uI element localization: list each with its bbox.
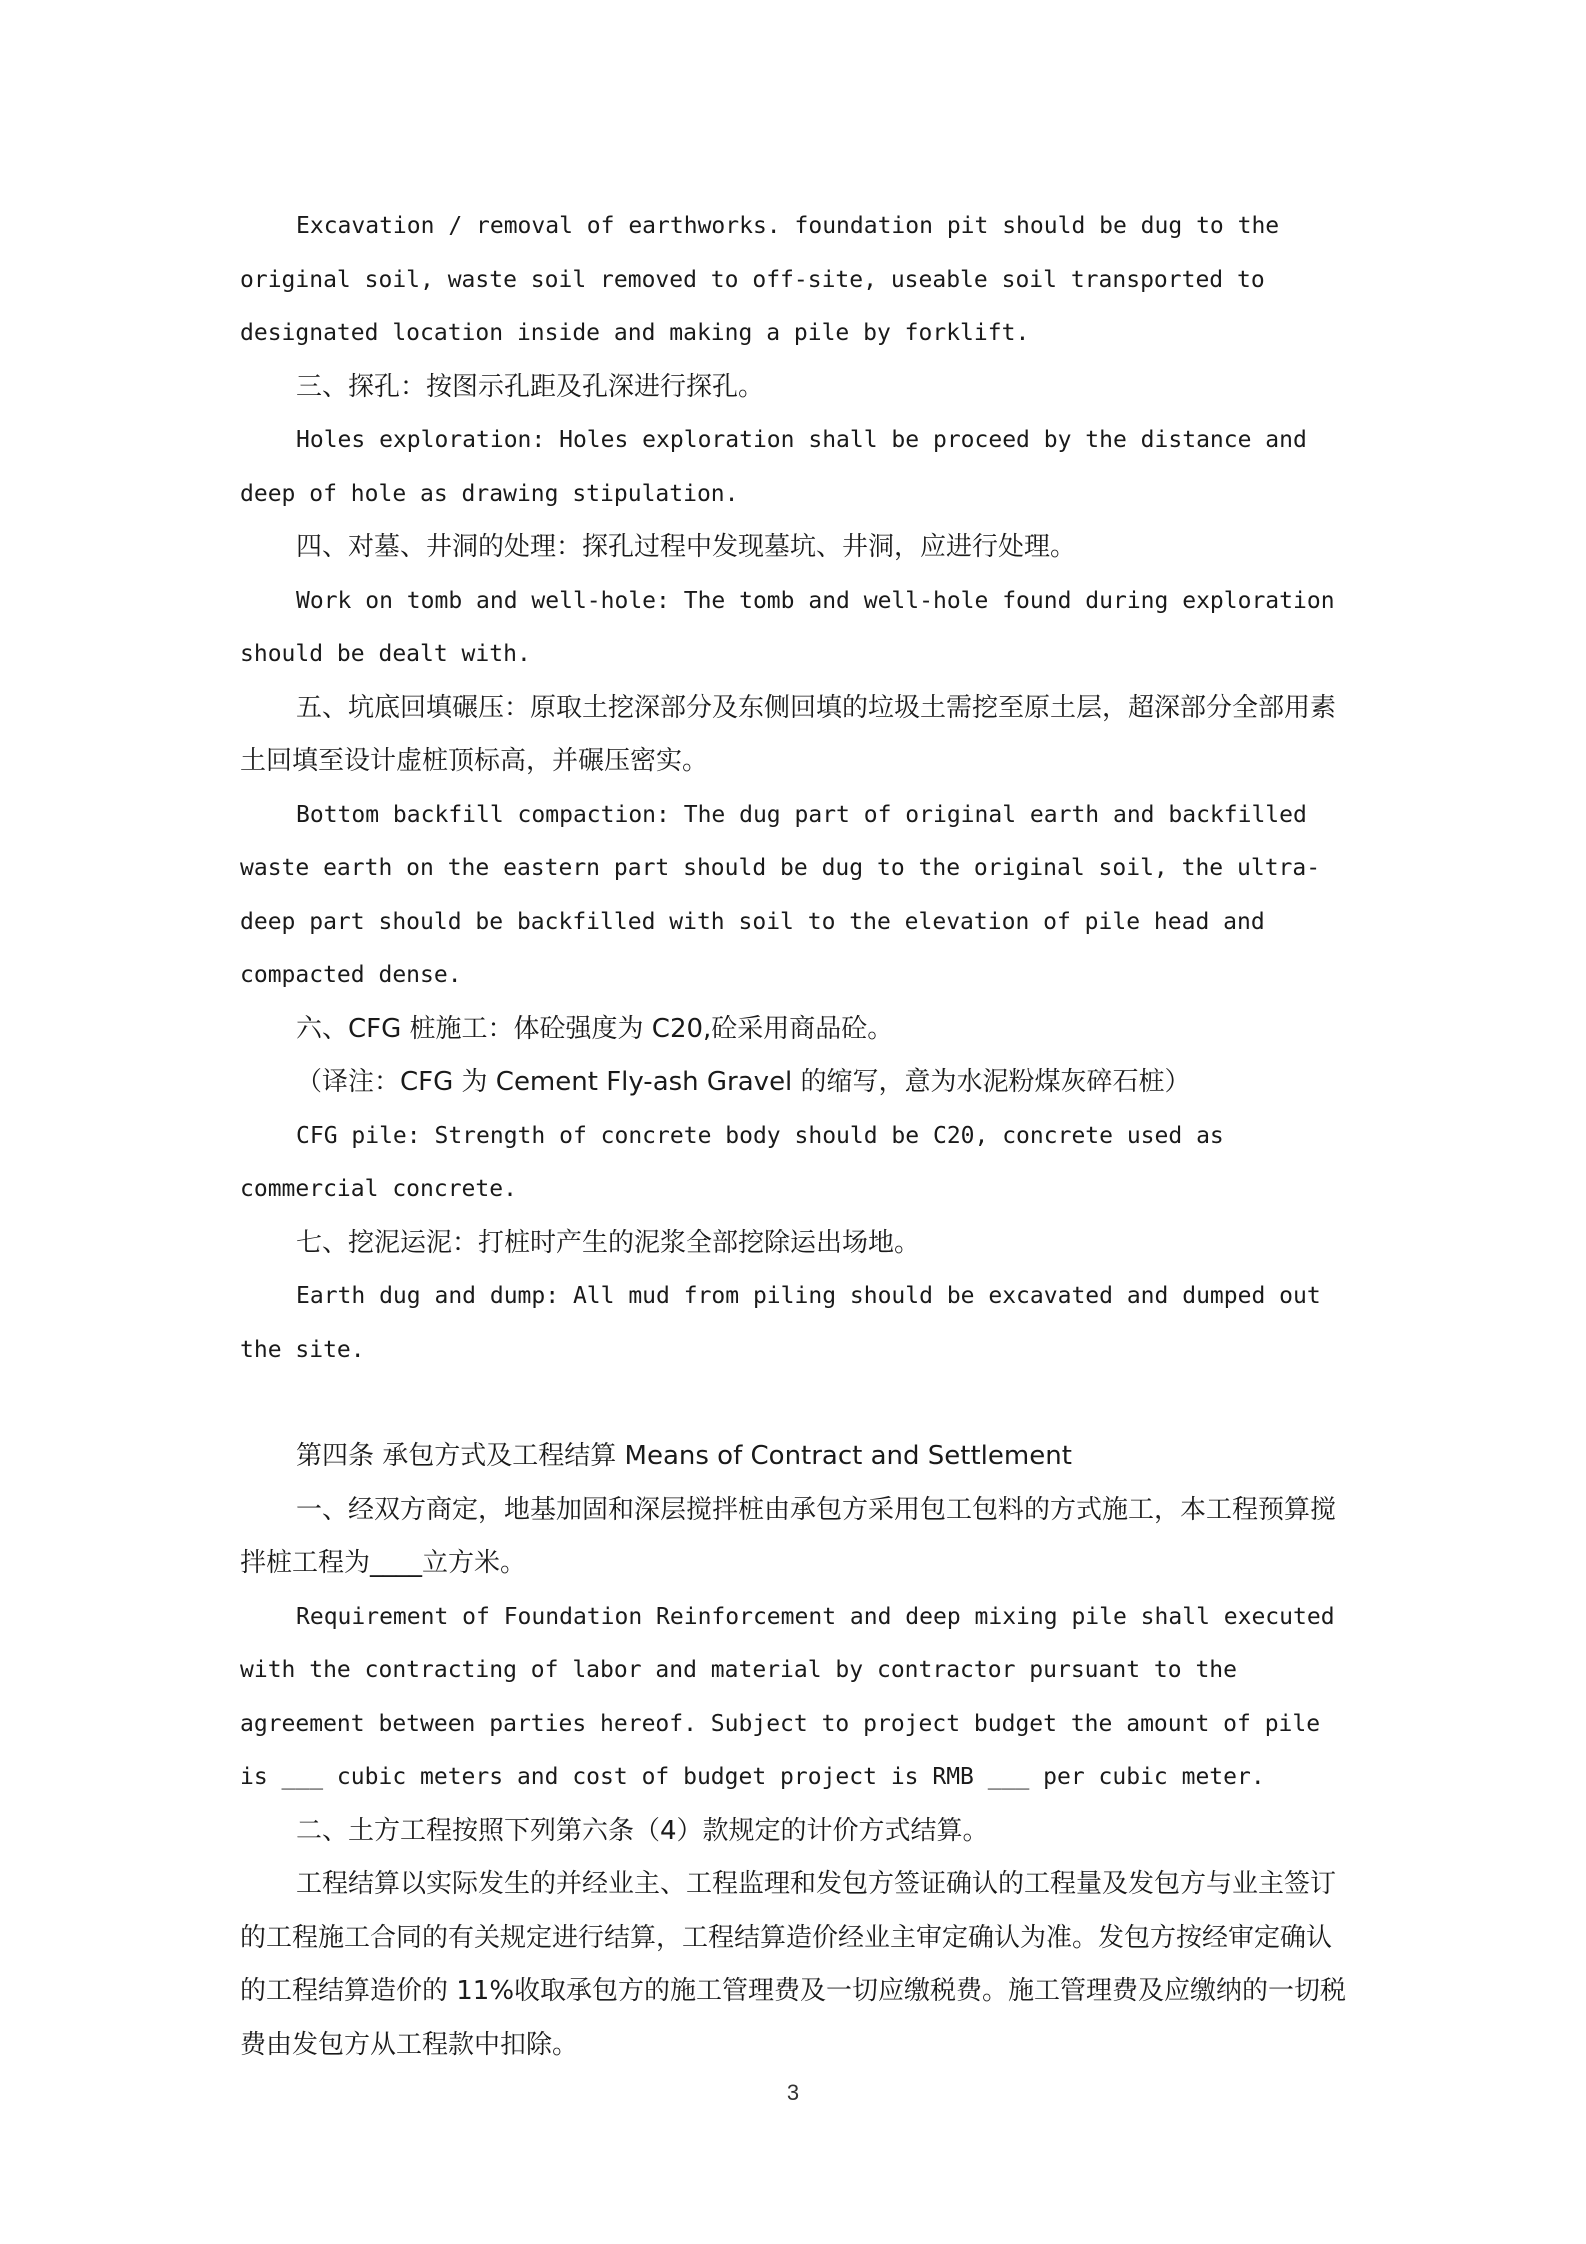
section-heading-article-4: 第四条 承包方式及工程结算 Means of Contract and Settlement [296, 1441, 1072, 1471]
page-number: 3 [786, 2080, 800, 2105]
section-gap [240, 1377, 1355, 1430]
paragraph-contract-zh: 一、经双方商定，地基加固和深层搅拌桩由承包方采用包工包料的方式施工，本工程预算搅拌桩工程为____立方米。 [240, 1494, 1337, 1578]
paragraph-cfg-zh: 六、CFG 桩施工：体砼强度为 C20,砼采用商品砼。 [296, 1013, 894, 1044]
document-body [240, 200, 1355, 2072]
paragraph-earthwork-zh: 二、土方工程按照下列第六条（4）款规定的计价方式结算。 [296, 1815, 989, 1846]
paragraph-contract-en: Requirement of Foundation Reinforcement and deep mixing pile shall executed with the contracting of labor and material by contractor pursuant to the agreement between parties hereof. Subject to project budget the amount of pile is ___ cubic meters and cost of budget project is RMB ___ per cubic meter. [240, 1603, 1335, 1790]
paragraph-excavation-en: Excavation / removal of earthworks. foundation pit should be dug to the original soil, waste soil removed to off-site, useable soil transported to designated location inside and making a pile by forklift. [240, 213, 1280, 346]
paragraph-backfill-en: Bottom backfill compaction: The dug part of original earth and backfilled waste earth on the eastern part should be dug to the original soil, the ultra-deep part should be backfilled with soil to the elevation of pile head and compacted dense. [240, 801, 1321, 988]
paragraph-settlement-zh: 工程结算以实际发生的并经业主、工程监理和发包方签证确认的工程量及发包方与业主签订的工程施工合同的有关规定进行结算，工程结算造价经业主审定确认为准。发包方按经审定确认的工程结算造价的 11%收取承包方的施工管理费及一切应缴税费。施工管理费及应缴纳的一切税费由发包方从工程款中扣除。 [240, 1869, 1347, 2060]
paragraph-tomb-zh: 四、对墓、井洞的处理：探孔过程中发现墓坑、井洞，应进行处理。 [296, 532, 1077, 562]
paragraph-cfg-en: CFG pile: Strength of concrete body should be C20, concrete used as commercial concrete. [240, 1122, 1224, 1202]
paragraph-mud-en: Earth dug and dump: All mud from piling should be excavated and dumped out the site. [240, 1283, 1321, 1363]
paragraph-tomb-en: Work on tomb and well-hole: The tomb and well-hole found during exploration should be dealt with. [240, 587, 1335, 667]
paragraph-cfg-note-zh: （译注：CFG 为 Cement Fly-ash Gravel 的缩写，意为水泥粉煤灰碎石桩） [296, 1067, 1191, 1097]
paragraph-holes-zh: 三、探孔：按图示孔距及孔深进行探孔。 [296, 371, 765, 402]
paragraph-holes-en: Holes exploration: Holes exploration shall be proceed by the distance and deep of hole as drawing stipulation. [240, 427, 1307, 507]
paragraph-backfill-zh: 五、坑底回填碾压：原取土挖深部分及东侧回填的垃圾土需挖至原土层，超深部分全部用素土回填至设计虚桩顶标高，并碾压密实。 [240, 692, 1337, 776]
paragraph-mud-zh: 七、挖泥运泥：打桩时产生的泥浆全部挖除运出场地。 [296, 1227, 921, 1258]
